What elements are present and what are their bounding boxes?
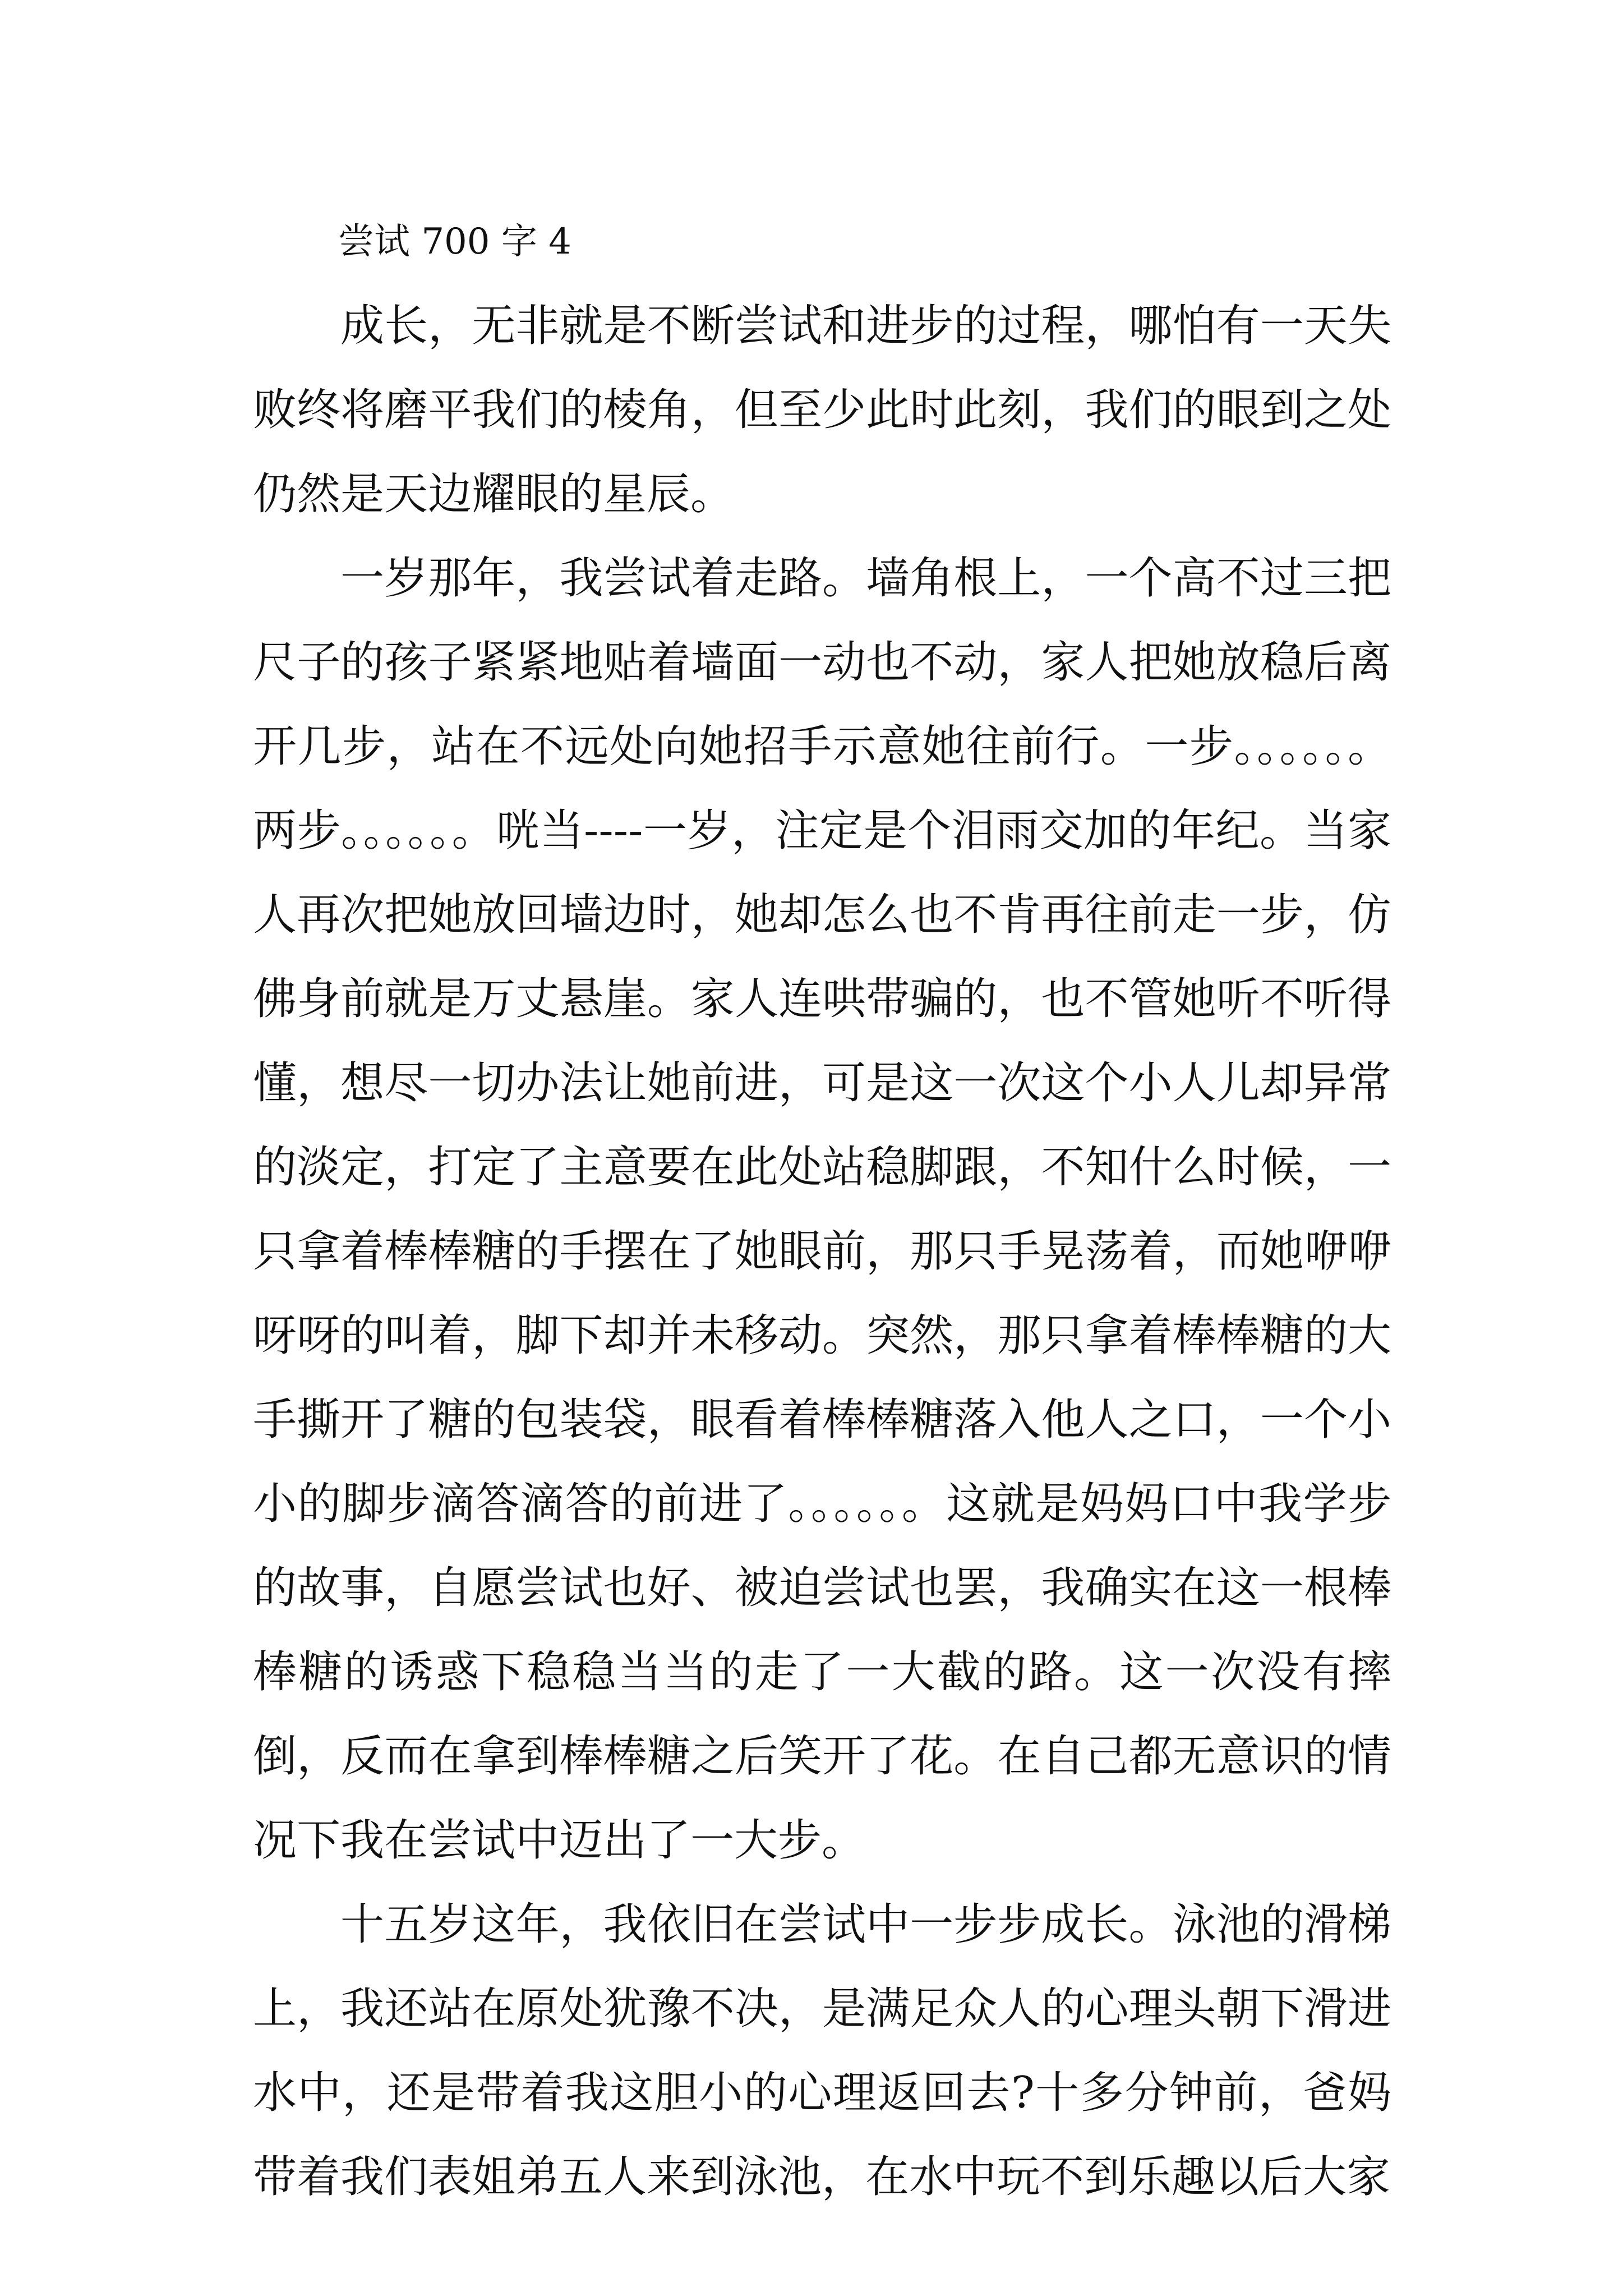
paragraph-2: 一岁那年，我尝试着走路。墙角根上，一个高不过三把尺子的孩子紧紧地贴着墙面一动也不动，家人把她放稳后离开几步，站在不远处向她招手示意她往前行。一步。。。。。。两步。。。。。。咣当----一岁，注定是个泪雨交加的年纪。当家人再次把她放回墙边时，她却怎么也不肯再往前走一步，仿佛身前就是万丈悬崖。家人连哄带骗的，也不管她听不听得懂，想尽一切办法让她前进，可是这一次这个小人儿却异常的淡定，打定了主意要在此处站稳脚跟，不知什么时候，一只拿着棒棒糖的手摆在了她眼前，那只手晃荡着，而她咿咿呀呀的叫着，脚下却并未移动。突然，那只拿着棒棒糖的大手撕开了糖的包装袋，眼看着棒棒糖落入他人之口，一个小小的脚步滴答滴答的前进了。。。。。。这就是妈妈口中我学步的故事，自愿尝试也好、被迫尝试也罢，我确实在这一根棒棒糖的诱惑下稳稳当当的走了一大截的路。这一次没有摔倒，反而在拿到棒棒糖之后笑开了花。在自己都无意识的情况下我在尝试中迈出了一大步。 xyxy=(253,553,1391,1866)
paragraph-1: 成长，无非就是不断尝试和进步的过程，哪怕有一天失败终将磨平我们的棱角，但至少此时此刻，我们的眼到之处仍然是天边耀眼的星辰。 xyxy=(253,301,1391,519)
document-body xyxy=(253,200,1391,2219)
document-title: 尝试 700 字 4 xyxy=(338,221,571,263)
paragraph-3: 十五岁这年，我依旧在尝试中一步步成长。泳池的滑梯上，我还站在原处犹豫不决，是满足众人的心理头朝下滑进水中，还是带着我这胆小的心理返回去?十多分钟前，爸妈带着我们表姐弟五人来到泳池，在水中玩不到乐趣以后大家 xyxy=(253,1899,1391,2202)
